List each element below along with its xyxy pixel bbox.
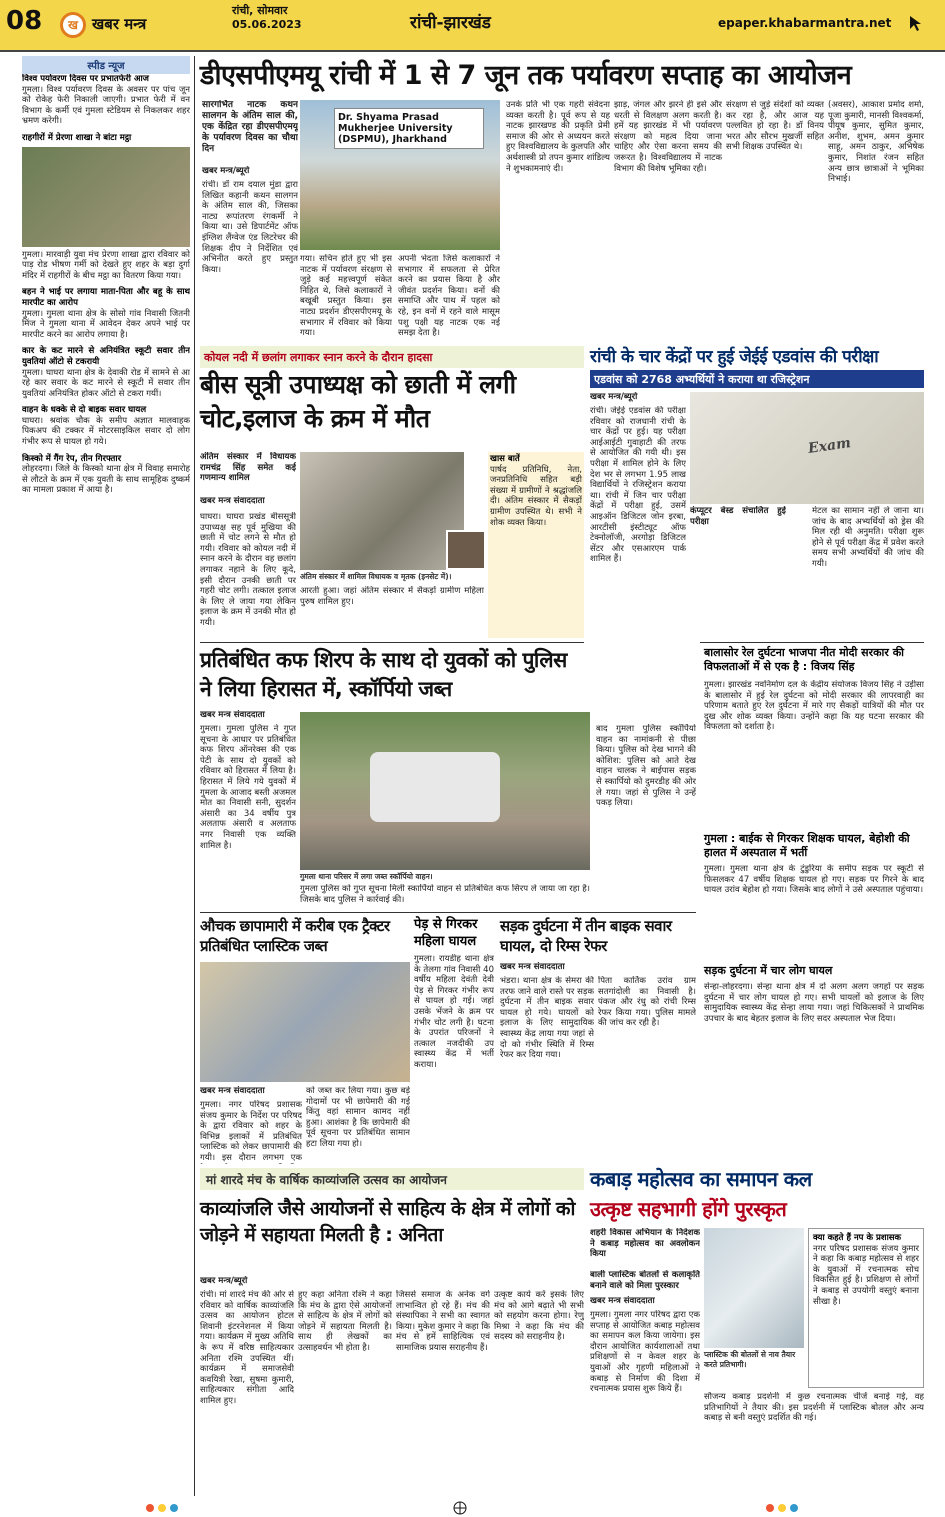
balasore-body: गुमला। झारखंड नवनिर्माण दल के केंद्रीय संयोजक विजय सिंह ने उड़ीसा के बालासोर में हुई रेल दुर्घटना को मोदी सरकार की लापरवाही का परिणाम बताते हुए रेल दुर्घटना में मारे गए सैकड़ों यात्रियों की मौत पर दुख और शोक व्यक्त किया। उन्होंने कहा कि यह घटना सरकार की विफलता को दर्शाता है। xyxy=(704,680,924,733)
cough-byline: खबर मन्त्र संवाददाता xyxy=(200,710,265,720)
news-photo xyxy=(22,147,190,247)
news-title: बहन ने भाई पर लगाया माता-पिता और बहू के साथ मारपीट का आरोप xyxy=(22,287,190,308)
news-body: गुमला। घाघरा थाना क्षेत्र के देवाकी रोड में सामने से आ रहे कार सवार के कट मारने से स्कूटी में सवार तीन युवतियां अनियंत्रित होकर ऑटो से टकरा गयीं। xyxy=(22,367,190,399)
koyal-byline: खबर मन्त्र संवाददाता xyxy=(200,496,265,506)
lead-body: उनके प्रति भी एक गहरी संवेदना व्यक्त करती है। पूर्व रूप से यह नाटक झारखण्ड की प्रकृति प्रेमी समाज की ओर से अध्ययन करते हुए विश्वविद्यालय के कुलपति और अर्थशास्त्री प्रो तपन कुमार शांडिल्य ने शुभकामनाएं दी। xyxy=(506,100,610,174)
lead-body: रांची। डॉ राम दयाल मुंडा द्वारा लिखित कहानी कथन सालगन के अंतिम साल की, जिसका नाट्य रूपांतरण रंगकर्मी ने किया था। उसे डिपार्टमेंट ऑफ इंग्लिश लैंग्वेज एंड लिटरेचर की शिक्षक दीप ने निर्देशित एवं अभिनीत करते हुए प्रस्तुत किया। xyxy=(202,180,298,275)
plastic-byline: खबर मन्त्र संवाददाता xyxy=(200,1086,265,1096)
tree-body: गुमला। रायडीह थाना क्षेत्र के तेलगा गांव निवासी 40 वर्षीय महिला देवंती देवी पेड़ से गिरकर गंभीर रूप से घायल हो गई। जहां उसके भेंजने के क्रम पर गंभीर चोट लगी है। घटना के उपरांत परिजनों ने तत्काल नजदीकी उप स्वास्थ्य केंद्र में भर्ती कराया। xyxy=(414,954,494,1070)
lead-headline: डीएसपीएमयू रांची में 1 से 7 जून तक पर्यावरण सप्ताह का आयोजन xyxy=(200,60,852,91)
news-body: गुमला। मारवाड़ी युवा मंच प्रेरणा शाखा द्वारा रविवार को पाड़ रोड भीषण गर्मी को देखते हुए शहर के बड़ा दुर्गा मंदिर में राहगीरों के बीच मट्ठा का वितरण किया गया। xyxy=(22,249,190,281)
koyal-sidebar xyxy=(488,452,584,638)
cough-body: गुमला पुलिस को गुप्त सूचना मिली स्कार्पियो वाहन से प्रतिबंधित कफ सिरप ले जाया जा रहा है। जिसके बाद पुलिस ने कार्रवाई की। xyxy=(300,884,590,905)
section-rule xyxy=(200,912,696,913)
funeral-photo xyxy=(300,452,464,570)
lead-body: संरक्षण से जुड़े संदेशों को व्यक्त कर रहा है, और आज यह पल्लवित हो रहा है। डॉ विनय भरत और सौरभ मुखर्जी सहित सभी शिक्षक उपस्थित थे। xyxy=(726,100,824,153)
kabad-kicker: कबाड़ महोत्सव का समापन कल xyxy=(590,1167,812,1191)
section-rule xyxy=(700,642,924,643)
brand-logo-icon: ख xyxy=(60,12,86,38)
sharde-body: हुए कहा अनिता रश्मि ने कहा कि मंच के द्वारा ऐसे आयोजनों से साहित्य के क्षेत्र में लोगों को जोड़ने में सहायता मिलती है। साथ ही लेखकों का उत्साहवर्धन भी होता है। xyxy=(298,1290,392,1353)
plastic-photo xyxy=(200,962,410,1082)
footer-strip xyxy=(0,1500,945,1517)
news-title: राहगीरों में प्रेरणा शाखा ने बांटा मट्ठा xyxy=(22,132,132,143)
scorpio-caption: गुमला थाना परिसर में लगा जब्त स्कॉर्पियो वाहन। xyxy=(300,872,433,881)
four-injured-headline: सड़क दुर्घटना में चार लोग घायल xyxy=(704,964,833,977)
jee-body: मेटल का सामान नहीं ले जाना था। जांच के बाद अभ्यर्थियों को ड्रेस की मिल रही थी अनुमति। परीक्षा शुरू होने से पूर्व परीक्षा केंद्र में प्रवेश करते समय सभी अभ्यर्थियों की जांच की गयी। xyxy=(812,506,924,569)
edition-title: रांची-झारखंड xyxy=(410,13,491,33)
lead-body: (अवसर), आकाश प्रमोद शर्मा, पूजा कुमारी, मानसी विश्वकर्मा, पीयूष कुमार, सुमित कुमार, अनीश, शुभम, अमन कुमार साहू, अमन ठाकुर, अभिषेक कुमार, निशांत रंजन सहित अन्य छात्र छात्राओं ने भूमिका निभाई। xyxy=(828,100,924,185)
news-title: किस्को में गैंग रेप, तीन गिरफ्तार xyxy=(22,453,122,464)
kabad-headline: उत्कृष्ट सहभागी होंगे पुरस्कृत xyxy=(590,1197,787,1221)
jee-headline: रांची के चार केंद्रों पर हुई जेईई एडवांस की परीक्षा xyxy=(590,347,879,367)
news-body: गुमला। गुमला थाना क्षेत्र के सोसो गांव निवासी जितनी मिंज ने गुमला थाना में आवेदन देकर अपने भाई पर मारपीट करने का आरोप लगाया है। xyxy=(22,308,190,340)
balasore-headline: बालासोर रेल दुर्घटना भाजपा नीत मोदी सरकार की विफलताओं में से एक है : विजय सिंह xyxy=(704,646,905,673)
news-title: विश्व पर्यावरण दिवस पर प्रभातफेरी आज xyxy=(22,74,149,84)
kabad-caption: प्लास्टिक की बोतलों से नाव तैयार करते प्रतिभागी। xyxy=(704,1350,796,1369)
speed-news-column xyxy=(22,74,190,1494)
exam-calendar-photo xyxy=(690,392,924,504)
news-body: गुमला। विश्व पर्यावरण दिवस के अवसर पर पांच जून को रोकेह फेरी निकाली जाएगी। प्रभात फेरी में वन विभाग के कर्मी एवं गुमला स्टेडियम से निकलकर शहर भ्रमण करेगी। xyxy=(22,84,190,127)
teacher-body: गुमला। गुमला थाना क्षेत्र के टुंडुरिया के समीप सड़क पर स्कूटी से फिसलकर 47 वर्षीय शिक्षक घायल हो गए। सड़क पर गिरने के बाद घायल उरांव बेहोश हो गया। जिसके बाद लोगों ने उसे अस्पताल पहुंचाया। xyxy=(704,864,924,896)
kabad-box xyxy=(808,1228,924,1388)
cough-body: बाद गुमला पुलिस स्कॉर्पियो वाहन का नामांकनी से पीछा किया। पुलिस को देख भागने की कोशिश: पुलिस को आते देख वाहन चालक ने बाईपास सड़क से स्कार्पियो को दुमरडीह की ओर ले गया। जहां से पुलिस ने उन्हें पकड़ लिया। xyxy=(596,724,696,809)
kabad-body: सौजन्य कबाड़ प्रदर्शनी में कुछ रचनात्मक चीजें बनाई गई, वह प्रतिभागियों ने तैयार की। इस प्रदर्शनी में प्लास्टिक बोतल और अन्य कबाड़ से बनी वस्तुएं प्रदर्शित की गई। xyxy=(704,1392,924,1424)
jee-body: रांची। जेईई एडवांस की परीक्षा रविवार को राजधानी रांची के चार केंद्रों पर हुई। यह परीक्षा आईआईटी गुवाहाटी की तरफ से आयोजित की गयी थी। इस परीक्षा में शामिल होने के लिए देश भर से लगभग 1.95 लाख विद्यार्थियों ने रजिस्ट्रेशन कराया था। रांची में जिन चार परीक्षा केंद्रों में परीक्षा हुई, उसमें आइऑन डिजिटल जोन इरबा, आरटीसी इंस्टीट्यूट ऑफ टेक्नोलॉजी, अरगोड़ा डिजिटल सेंटर और एसआरएम पार्क शामिल हैं। xyxy=(590,406,686,565)
kabad-byline: खबर मन्त्र संवाददाता xyxy=(590,1296,655,1306)
koyal-body: घाघरा। घाघरा प्रखंड बीससूत्री उपाध्यक्ष सह पूर्व मुखिया की छाती में चोट लगने से मौत हो गयी। रविवार को कोयल नदी में स्नान करने के दौरान वह छलांग लगाकर नहाने के लिए कूदे, इसी दौरान उनकी छाती पर गहरी चोट लगी। तत्काल इलाज के लिए ले जाया गया लेकिन इलाज के क्रम में उनकी मौत हो गयी। xyxy=(200,512,296,628)
photo-caption: Dr. Shyama Prasad Mukherjee University (DSPMU), Jharkhand xyxy=(334,108,484,149)
kabad-box-body: नगर परिषद प्रशासक संजय कुमार ने कहा कि कबाड़ महोत्सव से शहर के युवाओं में रचनात्मक सोच विकसित हुई है। प्रशिक्षण से लोगों ने कबाड़ से उपयोगी वस्तुएं बनाना सीखा है। xyxy=(813,1243,919,1307)
cursor-icon xyxy=(908,14,924,32)
city-day: रांची, सोमवार xyxy=(232,4,288,17)
kabad-body: गुमला। गुमला नगर परिषद द्वारा एक सप्ताह से आयोजित कबाड़ महोत्सव का समापन कल किया जायेगा। इस दौरान आयोजित कार्यशालाओं तथा प्रशिक्षणों से न केवल शहर के युवाओं और गृहणी महिलाओं ने कबाड़ से निर्माण की दिशा में रचनात्मक प्रयास शुरू किये हैं। xyxy=(590,1310,700,1395)
sidebar-body: पार्षद प्रतिनिधि, नेता, जनप्रतिनिधि सहित बड़ी संख्या में ग्रामीणों ने श्रद्धांजलि दी। अंतिम संस्कार में सैकड़ों ग्रामीण उपस्थित थे। सभी ने शोक व्यक्त किया। xyxy=(490,464,582,528)
koyal-body: आरती हुआ। जहां अंतिम संस्कार में सैकड़ों ग्रामीण महिला पुरुष शामिल हुए। xyxy=(300,586,484,607)
accident-byline: खबर मन्त्र संवाददाता xyxy=(500,962,565,972)
issue-date xyxy=(232,4,302,32)
column-divider xyxy=(194,56,195,1496)
koyal-headline: बीस सूत्री उपाध्यक्ष को छाती में लगी चोट,इलाज के क्रम में मौत xyxy=(200,370,516,433)
news-body: लोहरदगा। जिले के किस्को थाना क्षेत्र में विवाह समारोह से लौटते के क्रम में एक युवती के साथ सामूहिक दुष्कर्म का मामला प्रकाश में आया है। xyxy=(22,464,190,496)
sharde-body: रांची। मां शारदे मंच की ओर से रविवार को वार्षिक काव्यांजलि उत्सव का आयोजन होटल शिवानी इंटरनेशनल में किया गया। कार्यक्रम में मुख्य अतिथि के रूप में वरिष्ठ साहित्यकार अनिता रश्मि उपस्थित थीं। कार्यक्रम में समाजसेवी कवयित्री रेखा, सुषमा कुमारी, साहित्यकार संगीता आदि शामिल हुए। xyxy=(200,1290,294,1406)
teacher-headline: गुमला : बाईक से गिरकर शिक्षक घायल, बेहोशी की हालत में अस्पताल में भर्ती xyxy=(704,832,910,859)
exam-word: Exam xyxy=(807,435,852,457)
brand-name: खबर मन्त्र xyxy=(92,15,147,33)
koyal-kicker: कोयल नदी में छलांग लगाकर स्नान करने के दौरान हादसा xyxy=(204,351,433,364)
accident-headline: सड़क दुर्घटना में तीन बाइक सवार घायल, दो रिम्स रेफर xyxy=(500,917,672,955)
kabad-bullet: शहरी विकास अभियान के निदेशक ने कबाड़ महोत्सव का अवलोकन किया xyxy=(590,1228,700,1260)
tree-headline: पेड़ से गिरकर महिला घायल xyxy=(414,917,478,949)
university-photo xyxy=(300,100,500,250)
kabad-box-title: क्या कहते हैं नप के प्रशासक xyxy=(813,1233,902,1243)
kabad-bullet: बाली प्लास्टिक बोतलों से कलाकृति बनाने वाले को मिला पुरस्कार xyxy=(590,1270,700,1291)
page-number: 08 xyxy=(6,6,43,36)
plastic-headline: औचक छापामारी में करीब एक ट्रैक्टर प्रतिबंधित प्लास्टिक जब्त xyxy=(200,917,390,955)
plastic-body: को जब्त कर लिया गया। कुछ बड़े गोदामों पर भी छापेमारी की गई किंतु वहां सामान कामद नहीं हुआ। आशंका है कि छापेमारी की पूर्व सूचना पर प्रतिबंधित सामान हटा लिया गया हो। xyxy=(306,1086,410,1149)
speed-news-label: स्पीड न्यूज xyxy=(22,56,190,74)
sharde-body: जिससे समाज के अनेक वर्ग लाभान्वित हो रहे हैं। मंच की संस्थापिका ने सभी का स्वागत किया। मुकेश कुमार ने कहा कि मंच से हमें साहित्यिक एवं सामाजिक प्रयास सराहनीय हैं। xyxy=(396,1290,490,1353)
sharde-band: मां शारदे मंच के वार्षिक काव्यांजलि उत्सव का आयोजन xyxy=(206,1173,447,1187)
news-title: वाहन के धक्के से दो बाइक सवार घायल xyxy=(22,405,147,416)
sharde-byline: खबर मन्त्र/ब्यूरो xyxy=(200,1276,248,1286)
date: 05.06.2023 xyxy=(232,18,302,31)
kabad-photo xyxy=(704,1228,804,1348)
koyal-bullet: अंतिम संस्कार में विधायक रामचंद्र सिंह समेत कई गणमान्य शामिल xyxy=(200,452,296,484)
lead-body: अपनी भेदता जिसे कलाकारों ने सभागार में सफलता से प्रेरित करने का प्रयास किया है और जीवंत प्रदर्शन किया। वनों की समाप्ति और पाथ में पहल को रहे, इन वनों में रहने वाले मासूम पशु पक्षी यह नाटक एक नई समझ देता है। xyxy=(398,254,500,339)
inset-portrait xyxy=(446,530,486,570)
epaper-link[interactable]: epaper.khabarmantra.net xyxy=(718,16,892,30)
news-body: घाघरा। श्रवांक चौक के समीप अज्ञात मालवाहक पिकअप की टक्कर में मोटरसाइकिल सवार दो लोग गंभीर रूप से घायल हो गये। xyxy=(22,415,190,448)
sidebar-title: खास बातें xyxy=(490,454,520,464)
jee-caption: कंप्यूटर बेस्ड संचालित हुई परीक्षा xyxy=(690,506,786,527)
lead-body: झाड़, जंगल और झरने ही इसे और धरती से विलक्षण अलग करती है। हमें यह झारखंड में भी पर्यावरण संरक्षण को महत्व दिया जाना चाहिए और ऐसा करना समय की जरूरत है। विश्वविद्यालय में नाटक विभाग की विशेष भूमिका रही। xyxy=(614,100,722,174)
lead-body: गया। सचिन होते हुए भी इस नाटक में पर्यावरण संरक्षण से जुड़े कई महत्त्वपूर्ण संकेत निहित थे, जिसे कलाकारों ने बखूबी प्रस्तुत किया। इस नाट्य प्रदर्शन डीएसपीएमयू के सभागार में रविवार को किया गया। xyxy=(300,254,392,339)
accident-body: पिता कार्तिक उरांव ग्राम सतगांदोली का निवासी है। पंकज और रंधु को रांची रिम्स रेफर किया गया। पुलिस मामले की जांच कर रही है। xyxy=(598,976,696,1029)
lead-byline: खबर मन्त्र/ब्यूरो xyxy=(202,166,250,176)
vehicle-shape xyxy=(370,752,500,822)
registration-dots xyxy=(0,1500,945,1517)
funeral-caption: अंतिम संस्कार में शामिल विधायक व मृतक (इनसेट में)। xyxy=(300,572,452,581)
cough-headline: प्रतिबंधित कफ शिरप के साथ दो युवकों को पुलिस ने लिया हिरासत में, स्कॉर्पियो जब्त xyxy=(200,648,567,701)
news-title: कार के कट मारने से अनियंत्रित स्कूटी सवार तीन युवतियां ऑटो से टकरायी xyxy=(22,346,190,367)
jee-subhead: एडवांस को 2768 अभ्यर्थियों ने कराया था रजिस्ट्रेशन xyxy=(594,373,810,386)
sharde-body: उत्कृष्ट कार्य करें इसके लिए मंच को आगे बढ़ाते भी सभी को सहयोग करना होगा। रेणु मिश्रा ने कहा कि मंच की सदस्य को सराहनीय है। xyxy=(494,1290,584,1343)
lead-bullet: सारगर्भित नाटक कथन सालगन के अंतिम साल की, एक केंद्रित रहा डीएसपीएमयू के पर्यावरण दिवस का चौथा दिन xyxy=(202,100,298,154)
scorpio-photo xyxy=(300,712,590,870)
four-injured-body: सेन्हा-लोहरदगा। सेन्हा थाना क्षेत्र में दो अलग अलग जगहों पर सड़क दुर्घटना में चार लोग घायल हो गए। सभी घायलों को इलाज के लिए सामुदायिक स्वास्थ्य केंद्र सेन्हा लाया गया। जहां चिकित्सकों ने प्राथमिक उपचार के बाद बेहतर इलाज के लिए सदर अस्पताल भेज दिया। xyxy=(704,982,924,1024)
plastic-body: गुमला। नगर परिषद प्रशासक संजय कुमार के निर्देश पर परिषद के द्वारा रविवार को शहर के विभिन्न इलाकों में प्रतिबंधित प्लास्टिक को लेकर छापामारी की गयी। इस दौरान लगभग एक xyxy=(200,1100,302,1163)
sharde-headline: काव्यांजलि जैसे आयोजनों से साहित्य के क्षेत्र में लोगों को जोड़ने में सहायता मिलती है : अनिता xyxy=(200,1198,575,1246)
cough-body: गुमला। गुमला पुलिस ने गुप्त सूचना के आधार पर प्रतिबंधित कफ शिरप ऑनरेक्स की एक पेटी के साथ दो युवकों को रविवार को हिरासत में लिया है। हिरासत में लिये गये युवकों में गुमला के आजाद बस्ती अजमल मोत का निवासी सनी, सुदर्शन अंसारी का 34 वर्षीय पुत्र अलताफ अंसारी व अलताफ नगर निवासी एक व्यक्ति शामिल है। xyxy=(200,724,296,851)
section-rule xyxy=(200,642,584,643)
jee-byline: खबर मन्त्र/ब्यूरो xyxy=(590,392,638,402)
accident-body: भंडरा। थाना क्षेत्र के सेमरा की तरफ जाने वाले रास्ते पर सड़क दुर्घटना में तीन बाइक सवार घायल हो गये। घायलों को इलाज के लिए सामुदायिक स्वास्थ्य केंद्र लाया गया जहां से दो को गंभीर स्थिति में रिम्स रेफर कर दिया गया। xyxy=(500,976,594,1061)
